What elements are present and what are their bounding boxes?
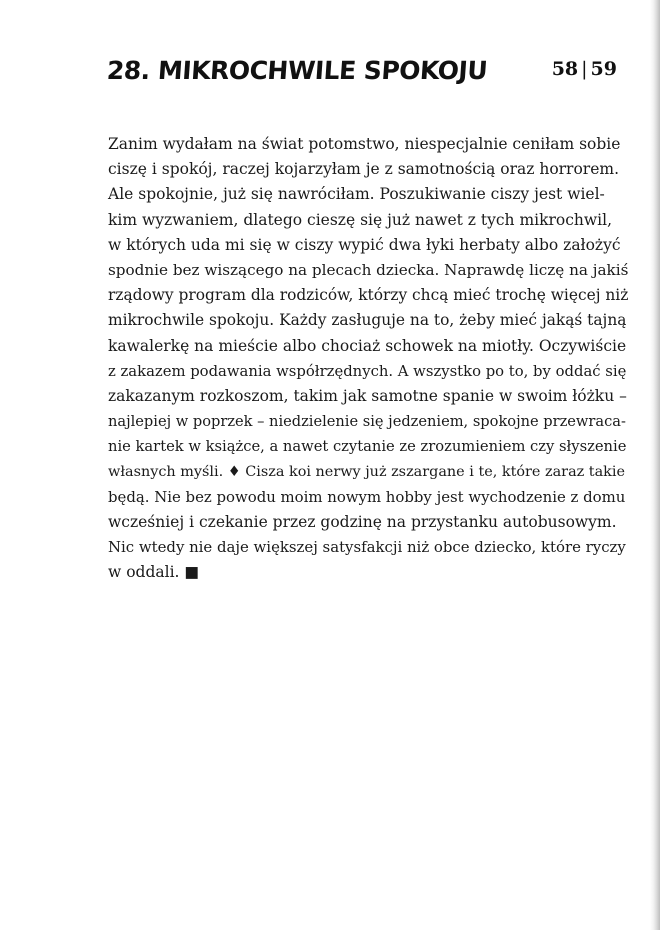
text-line: ciszę i spokój, raczej kojarzyłam je z samotnością oraz horrorem. xyxy=(108,160,620,179)
text-line: najlepiej w poprzek – niedzielenie się jedzeniem, spokojne przewraca- xyxy=(108,413,626,431)
text-line: Nic wtedy nie daje większej satysfakcji niż obce dziecko, które ryczy xyxy=(108,538,626,557)
text-line: zakazanym rozkoszom, takim jak samotne spanie w swoim łóżku – xyxy=(108,387,627,406)
body-paragraph xyxy=(108,132,628,586)
chapter-title: 28. MIKROCHWILE SPOKOJU xyxy=(105,56,489,85)
text-line: kim wyzwaniem, dlatego cieszę się już nawet z tych mikrochwil, xyxy=(108,210,613,229)
text-line: w których uda mi się w ciszy wypić dwa łyki herbaty albo założyć xyxy=(108,235,621,254)
page-number-left: 58 xyxy=(551,58,579,80)
text-line: z zakazem podawania współrzędnych. A wszystko po to, by oddać się xyxy=(108,362,627,380)
text-line: mikrochwile spokoju. Każdy zasługuje na to, żeby mieć jakąś tajną xyxy=(108,311,627,330)
text-line: nie kartek w książce, a nawet czytanie ze zrozumieniem czy słyszenie xyxy=(108,438,627,456)
text-line: Zanim wydałam na świat potomstwo, niespecjalnie ceniłam sobie xyxy=(108,135,621,153)
text-line: kawalerkę na mieście albo chociaż schowek na miotły. Oczywiście xyxy=(108,336,627,355)
text-line: będą. Nie bez powodu moim nowym hobby jest wychodzenie z domu xyxy=(108,487,626,506)
page-numbers xyxy=(552,60,617,79)
text-line: własnych myśli. ♦ Cisza koi nerwy już zszargane i te, które zaraz takie xyxy=(108,463,626,480)
text-line: wcześniej i czekanie przez godzinę na przystanku autobusowym. xyxy=(108,513,617,532)
page-number-separator: | xyxy=(581,58,588,80)
page-number-right: 59 xyxy=(590,58,617,80)
text-line: spodnie bez wiszącego na plecach dziecka. Naprawdę liczę na jakiś xyxy=(108,261,629,280)
text-line: Ale spokojnie, już się nawróciłam. Poszukiwanie ciszy jest wiel- xyxy=(108,185,605,204)
text-line: rządowy program dla rodziców, którzy chcą mieć trochę więcej niż xyxy=(108,286,629,305)
text-line: w oddali. ■ xyxy=(108,563,200,582)
page-edge xyxy=(650,0,660,930)
